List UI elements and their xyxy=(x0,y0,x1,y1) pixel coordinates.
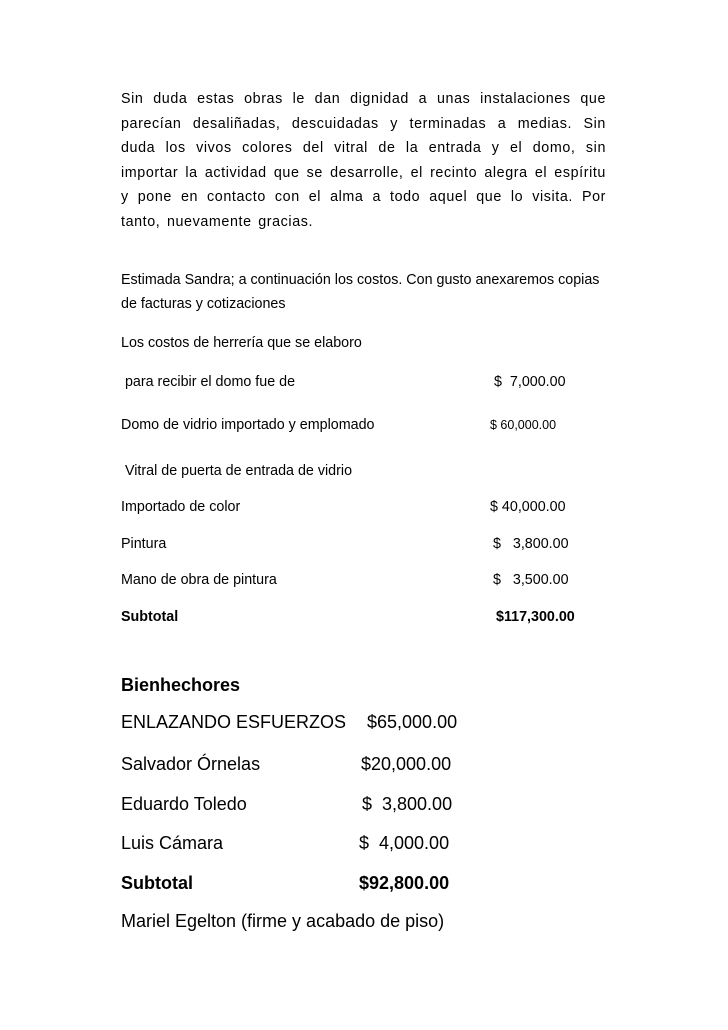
donor-amount: $ 4,000.00 xyxy=(359,833,450,853)
donor-name: ENLAZANDO ESFUERZOS xyxy=(121,712,347,732)
donor-row xyxy=(121,829,541,857)
cost-row xyxy=(121,569,601,591)
cost-row xyxy=(121,496,601,518)
intro-paragraph: Sin duda estas obras le dan dignidad a unas instalaciones que parecían desaliñadas, descuidadas y terminadas a medias. Sin duda los vivos colores del vitral de la entrada y el domo, sin importar la actividad que se desarrolle, el recinto alegra el espíritu y pone en contacto con el alma a todo aquel que lo visita. Por tanto, nuevamente gracias. xyxy=(121,91,606,230)
donor-row xyxy=(121,750,541,778)
donor-amount: $20,000.00 xyxy=(361,754,452,774)
donors-subtotal-row xyxy=(121,869,541,897)
cost-row-amount: $ 40,000.00 xyxy=(490,499,566,515)
donor-row xyxy=(121,790,541,818)
donor-amount: $65,000.00 xyxy=(367,712,458,732)
donor-amount: $ 3,800.00 xyxy=(362,794,453,814)
footer-line: Mariel Egelton (firme y acabado de piso) xyxy=(121,911,445,931)
costs-intro-label: Los costos de herrería que se elaboro xyxy=(121,335,362,351)
donor-name: Salvador Órnelas xyxy=(121,754,261,774)
cost-row-label: Domo de vidrio importado y emplomado xyxy=(121,417,375,433)
costs-subtotal-amount: $117,300.00 xyxy=(496,609,575,625)
cost-row-label: Vitral de puerta de entrada de vidrio xyxy=(121,463,353,479)
cost-row-amount: $ 7,000.00 xyxy=(494,374,566,390)
donor-row xyxy=(121,708,541,736)
donors-heading: Bienhechores xyxy=(121,675,241,695)
letter-paragraph: Estimada Sandra; a continuación los costos. Con gusto anexaremos copias de facturas y cotizaciones xyxy=(121,272,600,312)
donor-name: Eduardo Toledo xyxy=(121,794,247,814)
donors-subtotal-label: Subtotal xyxy=(121,873,193,893)
cost-row-label: Mano de obra de pintura xyxy=(121,572,277,588)
donors-subtotal-amount: $92,800.00 xyxy=(359,873,450,893)
costs-subtotal-row xyxy=(121,606,601,628)
costs-intro-line xyxy=(121,332,601,354)
cost-row-label: para recibir el domo fue de xyxy=(121,374,296,390)
donor-name: Luis Cámara xyxy=(121,833,224,853)
cost-row xyxy=(121,533,601,555)
cost-row xyxy=(121,460,601,482)
cost-row-amount: $ 3,800.00 xyxy=(493,536,569,552)
cost-row-label: Importado de color xyxy=(121,499,241,515)
cost-row xyxy=(121,371,601,393)
costs-subtotal-label: Subtotal xyxy=(121,609,179,625)
cost-row-amount: $ 60,000.00 xyxy=(490,418,557,432)
cost-row-label: Pintura xyxy=(121,536,167,552)
cost-row-amount: $ 3,500.00 xyxy=(493,572,569,588)
cost-row xyxy=(121,414,601,436)
